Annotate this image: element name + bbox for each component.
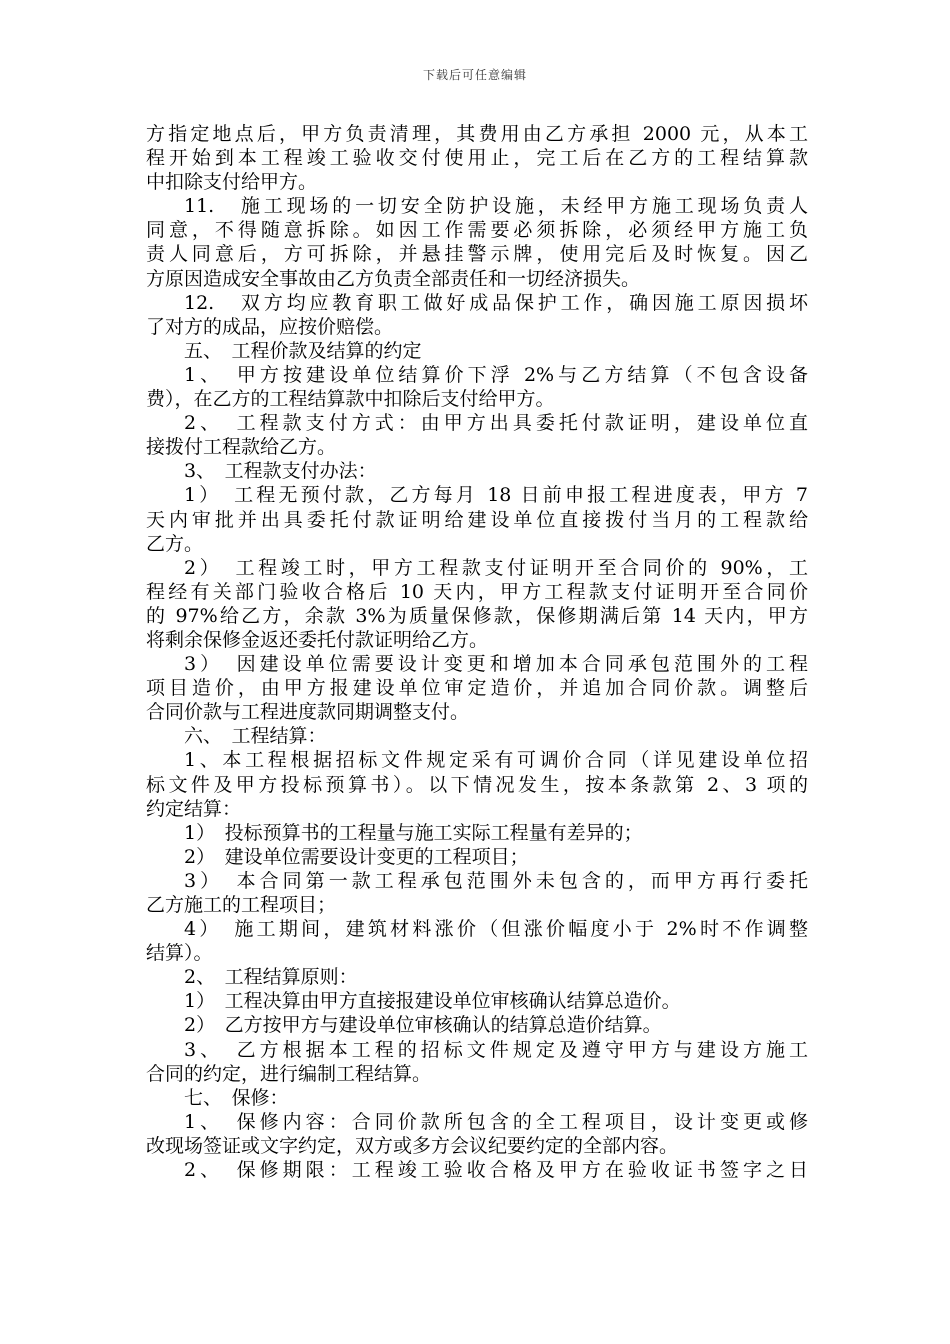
page-header: 下载后可任意编辑 — [422, 68, 527, 82]
text-line: 12. 双方均应教育职工做好成品保护工作，确因施工原因损坏 — [184, 291, 808, 314]
text-line: 程经有关部门验收合格后 10 天内，甲方工程款支付证明开至合同价 — [146, 580, 808, 603]
text-line: 接拨付工程款给乙方。 — [146, 436, 337, 459]
text-line: 了对方的成品，应按价赔偿。 — [146, 315, 394, 338]
text-line: 11. 施工现场的一切安全防护设施，未经甲方施工现场负责人 — [184, 195, 808, 218]
text-line: 将剩余保修金返还委托付款证明给乙方。 — [146, 628, 489, 651]
text-line: 3） 因建设单位需要设计变更和增加本合同承包范围外的工程 — [184, 653, 808, 676]
text-line: 3、 工程款支付办法： — [184, 460, 377, 483]
text-line: 七、 保修： — [184, 1086, 289, 1109]
text-line: 约定结算： — [146, 797, 242, 820]
text-line: 标文件及甲方投标预算书）。以下情况发生，按本条款第 2、3 项的 — [146, 773, 808, 796]
text-line: 2、 工程款支付方式：由甲方出具委托付款证明，建设单位直 — [184, 412, 808, 435]
text-line: 2、 保修期限：工程竣工验收合格及甲方在验收证书签字之日 — [184, 1159, 808, 1182]
text-line: 2） 乙方按甲方与建设单位审核确认的结算总造价结算。 — [184, 1014, 662, 1037]
text-line: 1、 甲方按建设单位结算价下浮 2%与乙方结算（不包含设备 — [184, 363, 808, 386]
text-line: 1） 投标预算书的工程量与施工实际工程量有差异的； — [184, 821, 643, 844]
text-line: 费），在乙方的工程结算款中扣除后支付给甲方。 — [146, 388, 555, 411]
text-line: 3、 乙方根据本工程的招标文件规定及遵守甲方与建设方施工 — [184, 1038, 808, 1061]
text-line: 2、 工程结算原则： — [184, 966, 358, 989]
text-line: 改现场签证或文字约定，双方或多方会议纪要约定的全部内容。 — [146, 1134, 679, 1157]
text-line: 1） 工程无预付款，乙方每月 18 日前申报工程进度表，甲方 7 — [184, 484, 808, 507]
text-line: 项目造价，由甲方报建设单位审定造价，并追加合同价款。调整后 — [146, 677, 808, 700]
text-line: 3） 本合同第一款工程承包范围外未包含的，而甲方再行委托 — [184, 869, 808, 892]
text-line: 六、 工程结算： — [184, 725, 327, 748]
text-line: 乙方。 — [146, 532, 204, 555]
text-line: 中扣除支付给甲方。 — [146, 171, 318, 194]
text-line: 1） 工程决算由甲方直接报建设单位审核确认结算总造价。 — [184, 990, 681, 1013]
text-line: 2） 工程竣工时，甲方工程款支付证明开至合同价的 90%，工 — [184, 556, 808, 579]
text-line: 1、本工程根据招标文件规定采有可调价合同（详见建设单位招 — [184, 749, 808, 772]
document-body — [146, 122, 808, 1182]
text-line: 乙方施工的工程项目； — [146, 894, 337, 916]
text-line: 五、 工程价款及结算的约定 — [184, 339, 422, 362]
text-line: 责人同意后，方可拆除，并悬挂警示牌，使用完后及时恢复。因乙 — [146, 243, 808, 266]
text-line: 程开始到本工程竣工验收交付使用止，完工后在乙方的工程结算款 — [146, 147, 808, 170]
text-line: 同意，不得随意拆除。如因工作需要必须拆除，必须经甲方施工负 — [146, 219, 808, 242]
text-line: 结算）。 — [146, 942, 213, 965]
text-line: 2） 建设单位需要设计变更的工程项目； — [184, 845, 529, 868]
text-line: 方原因造成安全事故由乙方负责全部责任和一切经济损失。 — [146, 267, 641, 290]
text-line: 合同的约定，进行编制工程结算。 — [146, 1062, 432, 1085]
text-line: 方指定地点后，甲方负责清理，其费用由乙方承担 2000 元，从本工 — [146, 123, 808, 145]
text-line: 的 97%给乙方，余款 3%为质量保修款，保修期满后第 14 天内，甲方 — [146, 604, 808, 627]
text-line: 1、 保修内容：合同价款所包含的全工程项目，设计变更或修 — [184, 1110, 808, 1133]
text-line: 天内审批并出具委托付款证明给建设单位直接拨付当月的工程款给 — [146, 508, 808, 531]
text-line: 合同价款与工程进度款同期调整支付。 — [146, 701, 470, 724]
text-line: 4） 施工期间，建筑材料涨价（但涨价幅度小于 2%时不作调整 — [184, 918, 808, 941]
